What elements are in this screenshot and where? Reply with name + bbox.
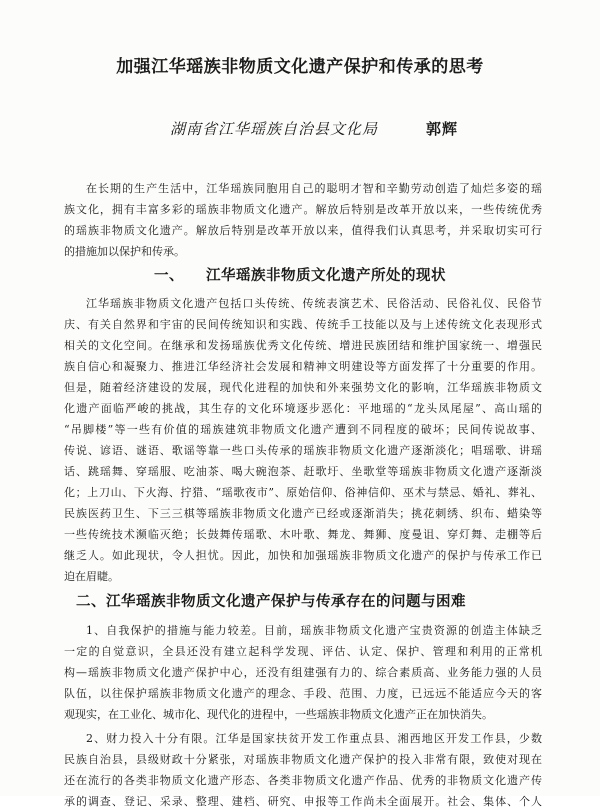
section-2-line: 民族自治县，县级财政十分紧张，对瑶族非物质文化遗产保护的投入非常有限，致使对现在 bbox=[64, 753, 542, 766]
intro-line: 族文化，拥有丰富多彩的瑶族非物质文化遗产。解放后特别是改革开放以来，一些传统优秀 bbox=[64, 203, 542, 216]
section-1-line: “吊脚楼”等一些有价值的瑶族建筑非物质文化遗产遭到不同程度的破坏；民间传说故事、 bbox=[64, 423, 542, 436]
section-1-heading bbox=[0, 264, 600, 285]
section-1-line: 一些传统技术濒临灭绝；长鼓舞传瑶歌、木叶歌、舞龙、舞狮、度曼诅、穿灯舞、走棚等后 bbox=[64, 528, 542, 541]
section-1-line: 相关的文化空间。在继承和发扬瑶族优秀文化传统、增进民族团结和维护国家统一、增强民 bbox=[64, 339, 542, 352]
section-1-line: 化；上刀山、下火海、拧猎、“瑶歌夜市”、原始信仰、俗神信仰、巫术与禁忌、婚礼、葬礼、 bbox=[64, 486, 542, 499]
intro-line: 在长期的生产生活中，江华瑶族同胞用自己的聪明才智和辛勤劳动创造了灿烂多姿的瑶 bbox=[86, 182, 542, 195]
byline-organization: 湖南省江华瑶族自治县文化局 bbox=[170, 120, 379, 138]
section-2-line: 构—瑶族非物质文化遗产保护中心，还没有组建强有力的、综合素质高、业务能力强的人员 bbox=[64, 666, 542, 679]
section-2-line: 观现实，在工业化、城市化、现代化的进程中，一些瑶族非物质文化遗产正在加快消失。 bbox=[64, 708, 493, 721]
section-1-line: 迫在眉睫。 bbox=[64, 570, 119, 583]
byline bbox=[170, 118, 458, 139]
section-1-title: 江华瑶族非物质文化遗产所处的现状 bbox=[206, 268, 446, 284]
section-2-line: 一定的自觉意识，全县还没有建立起科学发现、评估、认定、保护、管理和利用的正常机 bbox=[64, 645, 542, 658]
section-1-line: 江华瑶族非物质文化遗产包括口头传统、传统表演艺术、民俗活动、民俗礼仪、民俗节 bbox=[86, 297, 542, 310]
section-2-line: 2、财力投入十分有限。江华是国家扶贫开发工作重点县、湘西地区开发工作县，少数 bbox=[86, 732, 542, 745]
section-1-line: 庆、有关自然界和宇宙的民间传统知识和实践、传统手工技能以及与上述传统文化表现形式 bbox=[64, 318, 542, 331]
section-2-line: 队伍，以往保护瑶族非物质文化遗产的理念、手段、范围、力度，已远远不能适应今天的客 bbox=[64, 687, 542, 700]
document-title: 加强江华瑶族非物质文化遗产保护和传承的思考 bbox=[116, 57, 484, 77]
intro-line: 的瑶族非物质文化遗产。解放后特别是改革开放以来，值得我们认真思考，并采取切实可行 bbox=[64, 224, 542, 237]
section-1-line: 传说、谚语、谜语、歌谣等靠一些口头传承的瑶族非物质文化遗产逐渐淡化；唱瑶歌、讲瑶 bbox=[64, 444, 542, 457]
section-2-heading: 二、江华瑶族非物质文化遗产保护与传承存在的问题与困难 bbox=[76, 594, 466, 610]
section-2-line: 承的调查、登记、采录、整理、建档、研究、申报等工作尚未全面展开。社会、集体、个人 bbox=[64, 795, 542, 808]
section-1-line: 民族医药卫生、下三三棋等瑶族非物质文化遗产已经或逐渐消失；挑花刺绣、织布、蜡染等 bbox=[64, 507, 542, 520]
section-1-line: 化遗产面临严峻的挑战，其生存的文化环境逐步恶化：平地瑶的“龙头凤尾屋”、高山瑶的 bbox=[64, 402, 542, 415]
section-1-number: 一、 bbox=[154, 268, 184, 284]
intro-line: 的措施加以保护和传承。 bbox=[64, 245, 185, 258]
section-1-line: 话、跳瑶舞、穿瑶服、吃油茶、喝大碗泡茶、赶歌圩、坐歌堂等瑶族非物质文化遗产逐渐淡 bbox=[64, 465, 542, 478]
section-1-line: 继乏人。如此现状，令人担忧。因此，加快和加强瑶族非物质文化遗产的保护与传承工作已 bbox=[64, 549, 542, 562]
section-2-line: 1、自我保护的措施与能力较差。目前，瑶族非物质文化遗产宝贵资源的创造主体缺乏 bbox=[86, 624, 542, 637]
byline-author: 郭辉 bbox=[426, 120, 459, 138]
section-1-line: 但是，随着经济建设的发展，现代化进程的加快和外来强势文化的影响，江华瑶族非物质文 bbox=[64, 381, 542, 394]
section-2-line: 还在流行的各类非物质文化遗产形态、各类非物质文化遗产作品、优秀的非物质文化遗产传 bbox=[64, 774, 542, 787]
section-1-line: 族自信心和凝聚力、推进江华经济社会发展和精神文明建设等方面发挥了十分重要的作用。 bbox=[64, 360, 542, 373]
